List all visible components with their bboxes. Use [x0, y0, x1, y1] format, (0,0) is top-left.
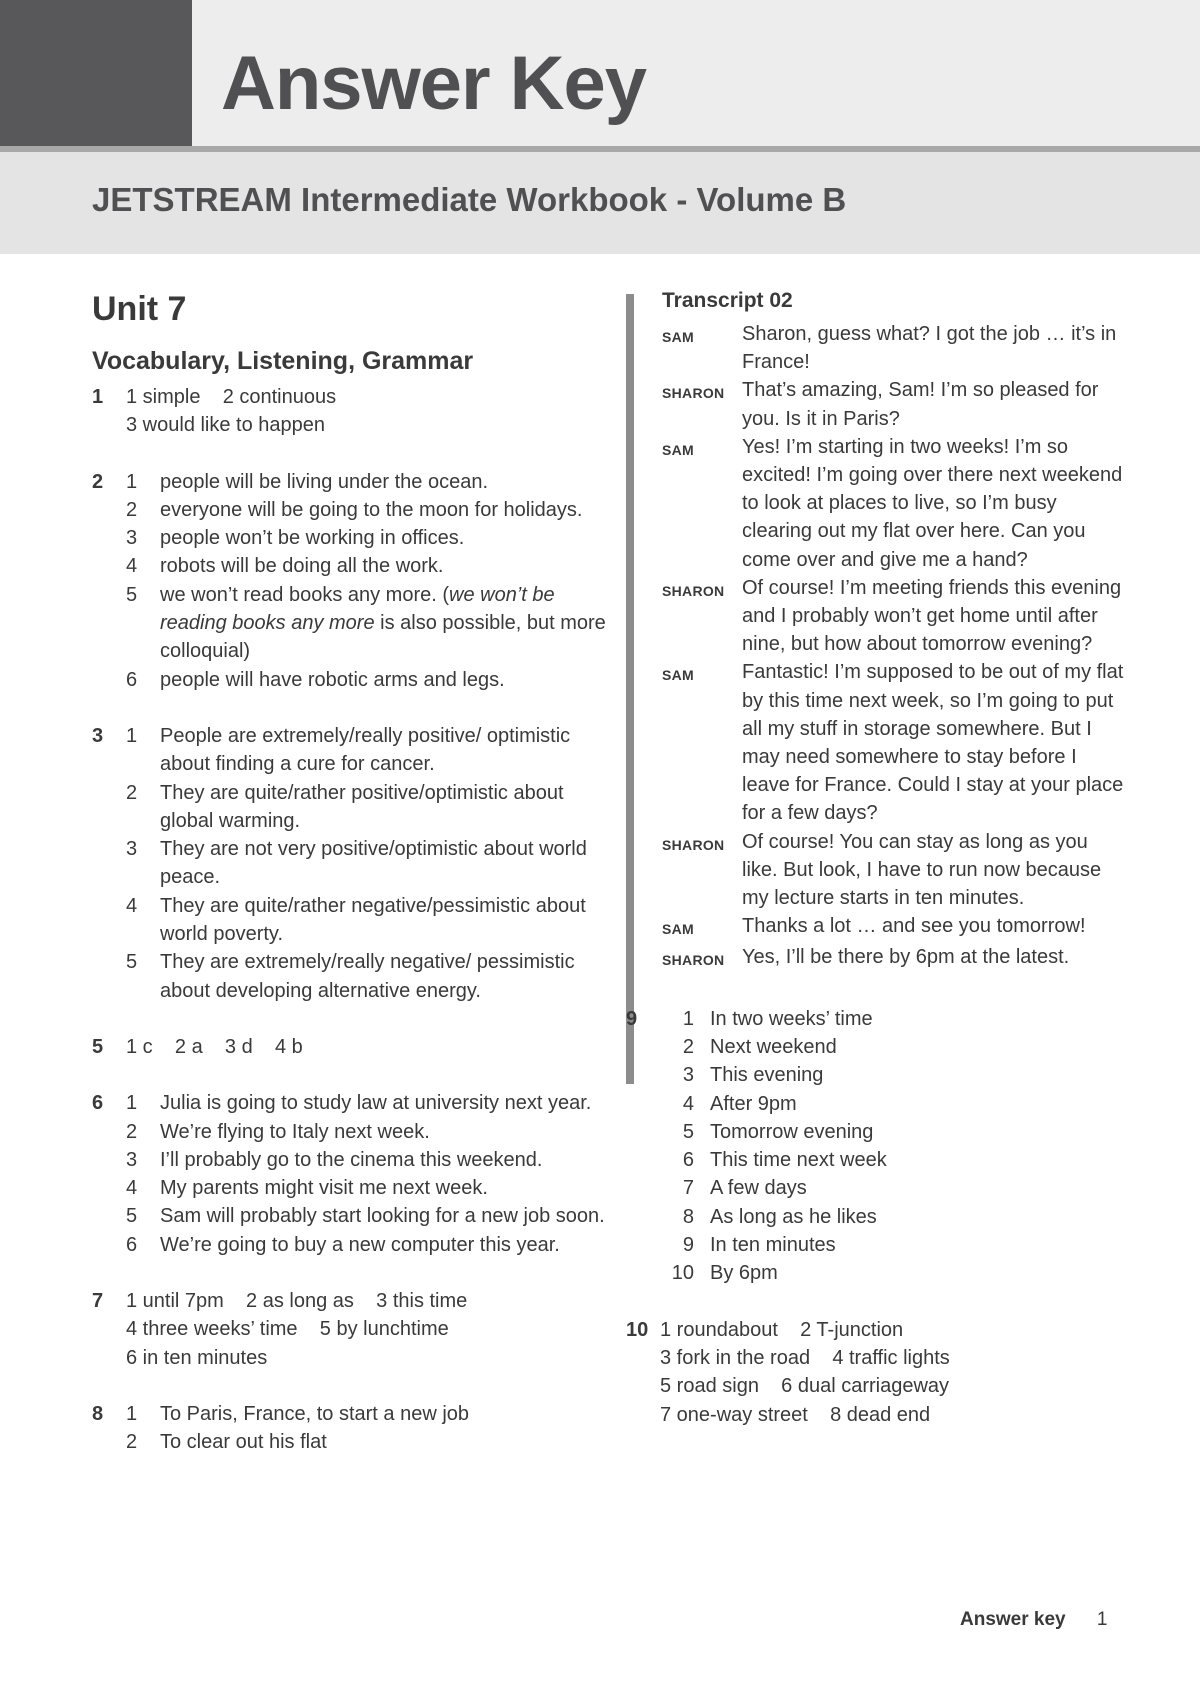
answer-item [660, 1203, 1126, 1231]
item-text-emphasis: we won’t be reading books any more [160, 583, 555, 635]
page-footer [960, 1608, 1107, 1632]
answer-item [126, 948, 612, 1005]
answer-line: 3 fork in the road 4 traffic lights [660, 1346, 950, 1369]
item-number: 10 [671, 1262, 694, 1285]
speech-text: Thanks a lot … and see you tomorrow! [742, 915, 1086, 938]
answer-line: 1 roundabout 2 T-junction [660, 1318, 904, 1341]
unit-title: Unit 7 [92, 290, 187, 328]
answer-line: 6 in ten minutes [126, 1346, 268, 1369]
left-column [92, 288, 612, 1485]
answer-line: 5 road sign 6 dual carriageway [660, 1375, 950, 1398]
item-number: 3 [126, 1148, 138, 1171]
item-number: 5 [126, 1205, 138, 1228]
speech-text: Sharon, guess what? I got the job … it’s in France! [742, 323, 1117, 374]
item-text: They are extremely/really negative/ pessimistic about developing alternative energy. [160, 951, 575, 1002]
speaker-label: SAM [662, 667, 695, 684]
item-number: 2 [126, 1120, 138, 1143]
answer-line: 4 three weeks’ time 5 by lunchtime [126, 1318, 449, 1341]
speaker-label: SHARON [662, 952, 725, 969]
speech-text: Of course! I’m meeting friends this evening and I probably won’t get home until after nine, but how about tomorrow evening? [742, 576, 1122, 656]
item-text: We’re flying to Italy next week. [160, 1120, 430, 1143]
speaker-label: SHARON [662, 836, 725, 853]
transcript-box [662, 288, 1126, 975]
item-text: This time next week [710, 1149, 887, 1172]
item-text: Sam will probably start looking for a new job soon. [160, 1205, 605, 1228]
item-text: I’ll probably go to the cinema this weekend. [160, 1148, 543, 1171]
item-number: 3 [126, 838, 138, 861]
exercise-3 [92, 722, 612, 1005]
item-text: people will have robotic arms and legs. [160, 668, 505, 691]
dialogue-turn [662, 574, 1126, 659]
answer-item [660, 1033, 1126, 1061]
speech-text: Of course! You can stay as long as you like. But look, I have to run now because my lecture starts in ten minutes. [742, 830, 1102, 910]
exercise-10 [626, 1316, 1126, 1429]
item-number: 1 [126, 470, 138, 493]
dialogue-turn [662, 912, 1126, 943]
item-number: 4 [126, 1177, 138, 1200]
book-subtitle: JETSTREAM Intermediate Workbook - Volume B [92, 181, 847, 218]
footer-label: Answer key [960, 1609, 1066, 1630]
item-number: 2 [126, 1431, 138, 1454]
answer-item [126, 1174, 612, 1202]
item-text: Tomorrow evening [710, 1120, 874, 1143]
answer-line: 1 until 7pm 2 as long as 3 this time [126, 1290, 468, 1313]
item-text [160, 581, 612, 666]
answer-item [126, 779, 612, 836]
speaker-label: SHARON [662, 582, 725, 599]
speaker-label: SAM [662, 921, 695, 938]
page-number: 1 [1096, 1609, 1108, 1630]
speaker-label: SAM [662, 441, 695, 458]
item-text: They are quite/rather positive/optimistic about global warming. [160, 781, 564, 832]
item-number: 4 [126, 894, 138, 917]
item-text: They are quite/rather negative/pessimistic about world poverty. [160, 894, 586, 946]
item-text: robots will be doing all the work. [160, 555, 444, 578]
answer-item [660, 1231, 1126, 1259]
speaker-label: SHARON [662, 385, 725, 402]
item-number: 7 [682, 1177, 694, 1200]
item-text: People are extremely/really positive/ optimistic about finding a cure for cancer. [160, 724, 571, 776]
answer-item [660, 1118, 1126, 1146]
item-number: 3 [126, 527, 138, 550]
item-number: 2 [682, 1035, 694, 1058]
item-text: people will be living under the ocean. [160, 470, 488, 493]
item-number: 8 [682, 1205, 694, 1228]
item-text: My parents might visit me next week. [160, 1177, 488, 1200]
item-text: As long as he likes [710, 1205, 877, 1228]
exercise-2 [92, 468, 612, 694]
exercise-number: 10 [626, 1318, 649, 1341]
item-text: This evening [710, 1064, 824, 1087]
answer-item [126, 1400, 612, 1428]
answer-item [126, 468, 612, 496]
item-text: people won’t be working in offices. [160, 527, 465, 550]
speech-text: Yes, I’ll be there by 6pm at the latest. [742, 946, 1070, 969]
item-text: By 6pm [710, 1262, 778, 1285]
exercise-6 [92, 1089, 612, 1259]
item-number: 5 [126, 951, 138, 974]
answer-item [126, 496, 612, 524]
answer-item [126, 1118, 612, 1146]
item-number: 6 [126, 668, 138, 691]
answer-item [126, 835, 612, 892]
answer-line: 1 c 2 a 3 d 4 b [126, 1035, 303, 1058]
dialogue-turn [662, 658, 1126, 827]
dialogue-turn [662, 828, 1126, 913]
item-text: In two weeks’ time [710, 1007, 873, 1030]
item-number: 4 [126, 555, 138, 578]
answer-item [660, 1090, 1126, 1118]
item-number: 4 [682, 1092, 694, 1115]
item-text-end: is also possible, but more colloquial) [160, 612, 606, 663]
item-text-start: we won’t read books any more. ( [160, 583, 450, 606]
answer-line: 3 would like to happen [126, 414, 326, 437]
exercise-number: 7 [92, 1290, 104, 1313]
answer-item [126, 581, 612, 666]
answer-item [126, 892, 612, 949]
item-text: A few days [710, 1177, 807, 1200]
exercise-1 [92, 383, 612, 440]
answer-item [660, 1174, 1126, 1202]
item-text: After 9pm [710, 1092, 797, 1115]
exercise-number: 1 [92, 386, 104, 408]
exercise-number: 6 [92, 1092, 104, 1115]
answer-item [126, 1089, 612, 1117]
item-number: 2 [126, 781, 138, 804]
speech-text: That’s amazing, Sam! I’m so pleased for you. Is it in Paris? [742, 379, 1099, 430]
item-text: We’re going to buy a new computer this year. [160, 1233, 560, 1256]
item-number: 9 [682, 1234, 694, 1257]
exercise-number: 8 [92, 1402, 104, 1425]
item-number: 5 [682, 1120, 694, 1143]
header-accent-block [0, 0, 192, 146]
item-number: 1 [126, 1092, 138, 1115]
exercise-7 [92, 1287, 612, 1372]
speaker-label: SAM [662, 329, 695, 345]
answer-item [126, 1428, 612, 1456]
answer-item [126, 722, 612, 779]
item-number: 1 [126, 1402, 138, 1425]
dialogue-turn [662, 943, 1126, 974]
answer-item [126, 1146, 612, 1174]
exercise-number: 5 [92, 1035, 104, 1058]
answer-item [126, 524, 612, 552]
item-text: Next weekend [710, 1035, 837, 1058]
answer-item [126, 1231, 612, 1259]
answer-line: 1 simple 2 continuous [126, 386, 337, 408]
item-number: 6 [126, 1233, 138, 1256]
answer-item [126, 1202, 612, 1230]
dialogue-turn [662, 433, 1126, 574]
item-number: 6 [682, 1149, 694, 1172]
exercise-number: 9 [626, 1007, 638, 1030]
exercise-number: 2 [92, 470, 104, 493]
exercise-5 [92, 1033, 612, 1061]
answer-item [126, 552, 612, 580]
item-text: Julia is going to study law at university next year. [160, 1092, 592, 1115]
item-text: They are not very positive/optimistic about world peace. [160, 838, 587, 889]
section-title: Vocabulary, Listening, Grammar [92, 347, 474, 375]
item-text: To clear out his flat [160, 1431, 327, 1454]
item-number: 1 [126, 724, 138, 747]
item-text: In ten minutes [710, 1234, 836, 1257]
dialogue-turn [662, 376, 1126, 432]
item-number: 5 [126, 583, 138, 606]
exercise-8 [92, 1400, 612, 1457]
item-number: 3 [682, 1064, 694, 1087]
item-text: To Paris, France, to start a new job [160, 1402, 470, 1425]
speech-text: Fantastic! I’m supposed to be out of my flat by this time next week, so I’m going to put all my stuff in storage somewhere. But I may need somewhere to stay before I leave for France. Could I stay at your place for a few days? [742, 661, 1124, 825]
answer-line: 7 one-way street 8 dead end [660, 1403, 931, 1426]
speech-text: Yes! I’m starting in two weeks! I’m so excited! I’m going over there next weekend to look at places to live, so I’m busy clearing out my flat over here. Can you come over and give me a hand? [742, 435, 1123, 571]
answer-item [660, 1005, 1126, 1033]
answer-item [126, 666, 612, 694]
right-column [626, 288, 1126, 1457]
item-number: 1 [682, 1007, 694, 1030]
page-title: Answer Key [221, 41, 647, 126]
transcript-title: Transcript 02 [662, 289, 793, 312]
exercise-number: 3 [92, 724, 104, 747]
item-number: 2 [126, 498, 138, 521]
answer-item [660, 1146, 1126, 1174]
dialogue-turn [662, 320, 1126, 376]
answer-item [660, 1259, 1126, 1287]
exercise-9 [626, 1005, 1126, 1288]
item-text: everyone will be going to the moon for holidays. [160, 498, 583, 521]
answer-item [660, 1061, 1126, 1089]
